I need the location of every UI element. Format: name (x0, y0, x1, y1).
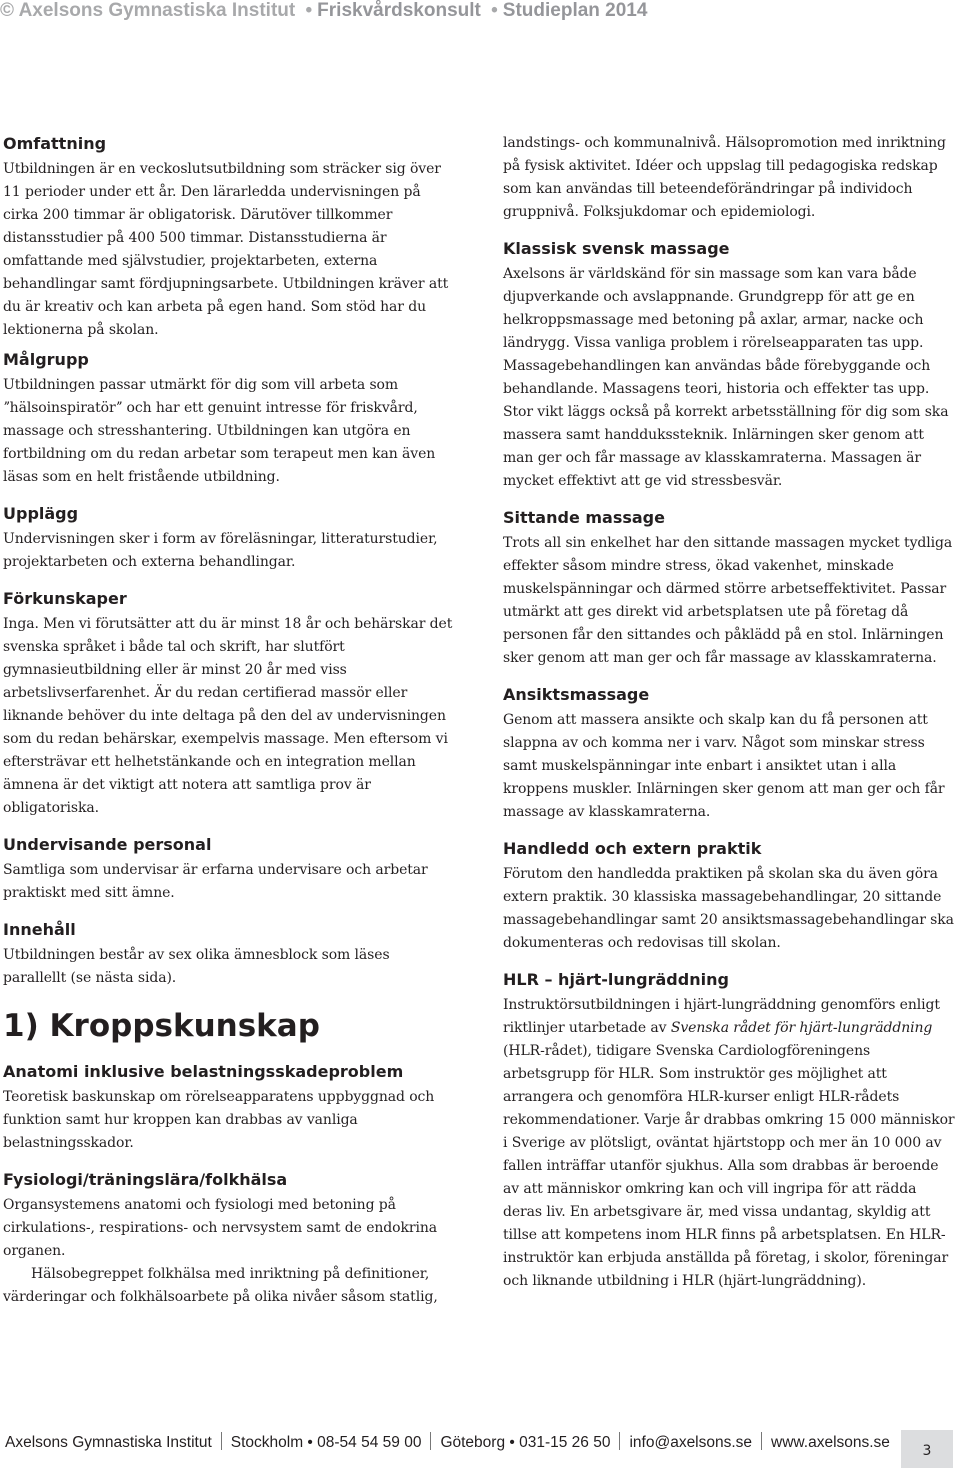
section-heading-personal: Undervisande personal (3, 835, 212, 854)
part-title: 1) Kroppskunskap (3, 1008, 320, 1044)
paragraph-continuation: landstings- och kommunalnivå. Hälsopromotion med inriktning på fysisk aktivitet. Idéer och uppslag till pedagogiska redskap som kan användas till beteendeförändringar på individoch gruppnivå. Folksjukdomar och epidemiologi. (503, 135, 946, 220)
paragraph-malgrupp: Utbildningen passar utmärkt för dig som vill arbeta som ˮhälsoinspiratörˮ och har ett genuint intresse för friskvård, massage och stresshantering. Utbildningen kan utgöra en fortbildning om du redan arbetar som terapeut men kan även läsas som en helt fristående utbildning. (3, 377, 436, 485)
section-heading-forkunskaper: Förkunskaper (3, 589, 127, 608)
section-heading-fysiologi: Fysiologi/träningslära/folkhälsa (3, 1170, 288, 1189)
paragraph-personal: Samtliga som undervisar är erfarna undervisare och arbetar praktiskt med sitt ämne. (3, 862, 428, 901)
paragraph-sittande: Trots all sin enkelhet har den sittande massagen mycket tydliga effekter såsom mindre stress, ökad vakenhet, minskade muskelspänningar och därmed större arbetseffektivitet. Passar utmärkt att ges direkt vid arbetsplatsen ute på företag då personen får den sittandes och påklädd på en stol. Inlärningen sker genom att man ger och får massage av klasskamraterna. (503, 535, 953, 666)
footer-divider (761, 1432, 762, 1450)
section-heading-malgrupp: Målgrupp (3, 350, 89, 369)
paragraph-forkunskaper: Inga. Men vi förutsätter att du är minst 18 år och behärskar det svenska språket i både tal och skrift, har slutfört gymnasieutbildning eller är minst 20 år med viss arbetslivserfarenhet. Är du redan certifierad massör eller liknande behöver du inte deltaga på den del av undervisningen som du redan behärskar, exempelvis massage. Men eftersom vi eftersträvar ett helhetstänkande och en integration mellan ämnena är det viktigt att notera att samtliga prov är obligatoriska. (3, 616, 453, 816)
footer-email: info@axelsons.se (629, 1434, 753, 1451)
section-heading-hlr: HLR – hjärt-lungräddning (503, 970, 729, 989)
paragraph-fysiologi-1: Organsystemens anatomi och fysiologi med betoning på cirkulations-, respirations- och nervsystem samt de endokrina organen. (3, 1197, 437, 1259)
section-heading-upplagg: Upplägg (3, 504, 79, 523)
page-number: 3 (901, 1430, 953, 1468)
footer-divider (221, 1432, 222, 1450)
header-bullet: • (491, 0, 498, 21)
running-header (0, 0, 960, 22)
header-plan: Studieplan 2014 (502, 0, 648, 21)
hlr-text-a: Instruktörsutbildningen i hjärt-lungräddning genomförs enligt riktlinjer utarbetade av (503, 997, 940, 1036)
paragraph-klassisk: Axelsons är världskänd för sin massage som kan vara både djupverkande och avslappnande. Grundgrepp för att ge en helkroppsmassage med betoning på axlar, armar, nacke och ländrygg. Vissa vanliga problem i rörelseapparaten tas upp. Massagebehandlingen kan användas både förebyggande och behandlande. Massagens teori, historia och effekter tas upp. Stor vikt läggs också på korrekt arbetsställning för dig som ska massera samt handdukssteknik. Inlärningen sker genom att man ger och får massage av klasskamraterna. Massagen är mycket effektivt att ge vid stressbesvär. (503, 266, 949, 489)
right-column (503, 132, 955, 1293)
footer-goteborg: Göteborg • 031-15 26 50 (440, 1434, 611, 1451)
section-heading-omfattning: Omfattning (3, 134, 107, 153)
paragraph-anatomi: Teoretisk baskunskap om rörelseapparatens uppbyggnad och funktion samt hur kroppen kan drabbas av vanliga belastningsskador. (3, 1089, 435, 1151)
section-heading-handledd: Handledd och extern praktik (503, 839, 762, 858)
header-program: Friskvårdskonsult (317, 0, 481, 21)
left-column (3, 132, 453, 1309)
page-footer (5, 1432, 890, 1452)
paragraph-ansikte: Genom att massera ansikte och skalp kan du få personen att slappna av och komma ner i varv. Något som minskar stress samt muskelspänningar inte enbart i ansiktet utan i alla kroppens muskler. Inlärningen sker genom att man ger och får massage av klasskamraterna. (503, 712, 945, 820)
paragraph-upplagg: Undervisningen sker i form av föreläsningar, litteraturstudier, projektarbeten och externa behandlingar. (3, 531, 438, 570)
paragraph-hlr (503, 994, 955, 1293)
section-heading-ansikte: Ansiktsmassage (503, 685, 650, 704)
hlr-text-b: (HLR-rådet), tidigare Svenska Cardiologföreningens arbetsgrupp för HLR. Som instruktör ges möjlighet att arrangera och genomföra HLR-kurser enligt HLR-rådets rekommendationer. Varje år drabbas omkring 15 000 människor i Sverige av plötsligt, oväntat hjärtstopp och mer än 10 000 av fallen inträffar utanför sjukhus. Alla som drabbas är beroende av att människor omkring kan och vill ingripa för att rädda deras liv. En arbetsgivare är, med vissa undantag, skyldig att tillse att kompetens inom HLR finns på arbetsplatsen. En HLR-instruktör kan erbjuda anställda på företag, i skolor, föreningar och liknande utbildning i HLR (hjärt-lungräddning). (503, 1043, 955, 1289)
section-heading-klassisk: Klassisk svensk massage (503, 239, 730, 258)
paragraph-omfattning: Utbildningen är en veckoslutsutbildning som sträcker sig över 11 perioder under ett år. Den lärarledda undervisningen på cirka 200 timmar är obligatorisk. Därutöver tillkommer distansstudier på 400 500 timmar. Distansstudierna är omfattande med självstudier, projektarbeten, externa behandlingar samt fördjupningsarbete. Utbildningen kräver att du är kreativ och kan arbeta på egen hand. Som stöd har du lektionerna på skolan. (3, 161, 449, 338)
section-heading-anatomi: Anatomi inklusive belastningsskadeproblem (3, 1062, 404, 1081)
footer-divider (430, 1432, 431, 1450)
footer-stockholm: Stockholm • 08-54 54 59 00 (230, 1434, 422, 1451)
header-org: Axelsons Gymnastiska Institut (18, 0, 296, 21)
footer-org: Axelsons Gymnastiska Institut (5, 1434, 212, 1451)
paragraph-fysiologi-2: Hälsobegreppet folkhälsa med inriktning på definitioner, värderingar och folkhälsoarbete på olika nivåer såsom statlig, (3, 1266, 438, 1305)
hlr-text-italic: Svenska rådet för hjärt-lungräddning (670, 1020, 933, 1036)
paragraph-innehall: Utbildningen består av sex olika ämnesblock som läses parallellt (se nästa sida). (3, 947, 390, 986)
header-bullet: • (305, 0, 313, 21)
section-heading-innehall: Innehåll (3, 920, 76, 939)
copyright-symbol: © (0, 0, 14, 21)
section-heading-sittande: Sittande massage (503, 508, 665, 527)
footer-web: www.axelsons.se (771, 1434, 890, 1451)
paragraph-handledd: Förutom den handledda praktiken på skolan ska du även göra extern praktik. 30 klassiska massagebehandlingar, 20 sittande massagebehandlingar samt 20 ansiktsmassagebehandlingar ska dokumenteras och redovisas till skolan. (503, 866, 954, 951)
footer-divider (619, 1432, 620, 1450)
